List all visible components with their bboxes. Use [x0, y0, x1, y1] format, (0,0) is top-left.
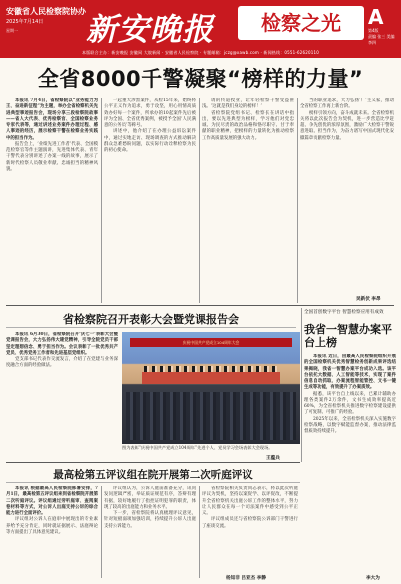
article2-title-rule: [6, 327, 296, 328]
issue-weekday: 星期一: [6, 28, 18, 33]
article2-headline: 省检察院召开表彰大会暨党课报告会: [63, 313, 239, 326]
article1-paragraph: 本报讯 7月4日，省检察院以“业务能力为王、奋进新征程”为主题，举办全省检察机关先进典型事迹报告会，现场分享三段检察院故事——省人大代表、优秀检察官、全国检察业务专家代表等，通过讲述业务案件办理过程、感人事迹的经历，展示检察干警在检察业务实践中的担当作为。: [6, 98, 98, 141]
section-rule: [6, 305, 394, 306]
main-headline: 全省8000千警凝聚“榜样的力量”: [37, 67, 364, 91]
article3-paragraph: 下一步，省检察院将认真梳理评议意见，针对短板弱项加强培训，持续提升公诉人出庭支持公诉能力。: [104, 511, 196, 529]
article1-paragraph: 报告会上，‘业绩先进工作者’代表、全国模范检察官等作主题演讲，先进集体代表、青年干警代表分别讲述了办案一线的故事，展示了新时代检察人员敬业奉献、忠诚担当的精神风貌。: [6, 141, 98, 172]
article3-paragraph: 评议组对公诉人在庭审中展现出的专业素养给予充分肯定，同时就证据展示、法庭辩论等方面提出了具体意见建议。: [6, 517, 98, 535]
column-divider: [301, 308, 302, 462]
article2-byline: 王蕴兵: [266, 456, 280, 461]
article1-column-1: [6, 98, 98, 303]
article3-paragraph: 评议组成员还与省检察院公诉部门干警进行了座谈交流。: [202, 517, 298, 529]
event-photo: [122, 332, 300, 444]
article1-paragraph: 一起重大涉黑案件，从检15年来，始终将公平正义作为追求，勇于攻坚，用心用情高质效办好每一个案件，所承办的10起案件先后被评为全国、全省优秀案例，被授予全国‘人民满意的公务员’等称号。: [104, 98, 196, 128]
column-divider: [199, 486, 200, 578]
column-divider: [101, 486, 102, 578]
photo-audience: [126, 392, 296, 440]
masthead-info-strip: 本版联合主办：新安晚报 安徽网 大皖新闻 · 安徽省人民检察院 · 专题邮箱：jczg@xawb.com · 新闻热线：0551-62620110: [82, 50, 319, 55]
masthead: [0, 0, 401, 58]
article4-body: [304, 354, 396, 576]
edition-letter: A: [368, 5, 384, 29]
newspaper-title: 新安晚报: [86, 12, 214, 48]
article3-paragraph: 评议组认为，公诉人庭前准备充分，讯问发问逻辑严密，举证质证规范有序，答辩有理有据，较好地履行了指控证明犯罪的职责，体现了较高的出庭能力和业务水平。: [104, 486, 196, 510]
edition-note: 第4版: [368, 28, 379, 33]
article1-paragraph: 榜样引领方向，奋斗成就未来。全省检察机关将以此次报告会为契机，进一步营造比学赶超、争先创优的浓厚氛围，激励广大检察干警锐意进取、担当作为，为奋力谱写中国式现代化安徽篇章贡献检察力量。: [300, 110, 394, 141]
column-divider: [297, 98, 298, 303]
article4-paragraph: 本报讯 近日，由最高人民检察院组织开展的全国检察机关优秀智慧检务创新成果评选结果揭晓，我省一智慧办案平台成功入选。该平台依托大数据、人工智能等技术，实现了案件信息自动抓取、办案流程智能管控、文书一键生成等功能，有效提升了办案质效。: [304, 354, 396, 391]
article3-paragraph: 本报讯 根据最高人民检察院部署安排，7月1日，最高检第五评议组来到省检察院开展第二次听庭评议。评议组通过旁听庭审、查阅案卷材料等方式，对公诉人出庭支持公诉的综合能力进行全面评价。: [6, 486, 98, 516]
article1-column-4: [300, 98, 394, 294]
column-divider: [199, 98, 200, 303]
article3-headline: 最高检第五评议组在院开展第二次听庭评议: [53, 469, 253, 481]
article3-column-1: [6, 486, 98, 578]
article1-column-2: [104, 98, 196, 303]
edition-box: [368, 6, 398, 46]
photo-banner-text: 庆祝中国共产党成立104周年大会: [130, 338, 292, 347]
photo-caption: 图为表彰“庆祝中国共产党成立104周年”先进个人、党员学习会场表彰大会现场。: [122, 445, 273, 450]
article3-title-rule: [6, 482, 300, 483]
section-title: 检察之光: [238, 6, 364, 40]
article3-column-3: [202, 486, 298, 570]
article4-headline: 我省一智慧办案平台上榜: [304, 323, 392, 349]
article3-byline: 杨知非 吕亚杰 李静: [226, 576, 266, 581]
article4-byline: 李大为: [366, 576, 380, 581]
article2-paragraph: 本报讯 6月30日，省检察院召开‘庆七一’表彰大会暨党课报告会，大力弘扬伟大建党精神，引导全院党员干部坚定理想信念、勇于担当作为。会议表彰了一批优秀共产党员、优秀党务工作者和先进基层党组织。: [6, 332, 118, 356]
article2-column-1: [6, 332, 118, 460]
section-rule: [6, 462, 300, 463]
article3-paragraph: 省检察院相关负责同志表示，将以此次听庭评议为契机，坚持以案促学、以评促改，不断提升全省检察机关出庭公诉工作的整体水平，努力让人民群众在每一个司法案件中感受到公平正义。: [202, 486, 298, 516]
article1-paragraph: 省检察院党组书记、检察长在讲话中指出，要以先进典型为榜样，学习他们对党忠诚、为民尽责的政治品格和恪尽职守、甘于奉献的职业精神，把榜样的力量转化为推动检察工作高质量发展的强大动力。: [202, 110, 294, 141]
article1-paragraph: 讲述中，他介绍了在办理公益诉讼案件中，通过实地走访、现场调查的方式推动解决群众急难愁盼问题，以实际行动诠释检察为民的初心使命。: [104, 129, 196, 153]
article2-paragraph: 党支部书记代表作交流发言，介绍了在党建与业务深度融合方面的经验做法。: [6, 357, 118, 369]
article4-kicker: 全国首创数字平台 智慧检察应用有成效: [304, 310, 384, 315]
publisher-org: 安徽省人民检察院协办: [6, 7, 86, 16]
photo-podium: [142, 372, 280, 384]
article4-paragraph: 据悉，该平台自上线以来，已累计辅助办理各类案件2万余件，文书生成效率提高近60%，为全省检察机关推进数字检察建设提供了可复制、可推广的经验。: [304, 391, 396, 416]
article4-paragraph: 2025年以来，全省检察机关深入实施数字检察战略，以数字赋能监督办案，推动法律监督质效持续提升。: [304, 416, 396, 434]
article1-paragraph: 当的职业追求，大力弘扬‘厂’主义家，推动全省检察工作再上新台阶。: [300, 98, 394, 110]
column-divider: [101, 98, 102, 303]
article1-paragraph: 请的传道授业，让年轻检察干警受益匪浅。‘这就是我们身边的榜样！’: [202, 98, 294, 110]
article1-column-3: [202, 98, 294, 303]
issue-date: 2025年7月14日: [6, 19, 44, 25]
article1-byline: 吴新伏 李昂: [356, 297, 381, 302]
edition-sub: 责编 张三 美编 李四: [368, 34, 395, 45]
article3-column-2: [104, 486, 196, 578]
